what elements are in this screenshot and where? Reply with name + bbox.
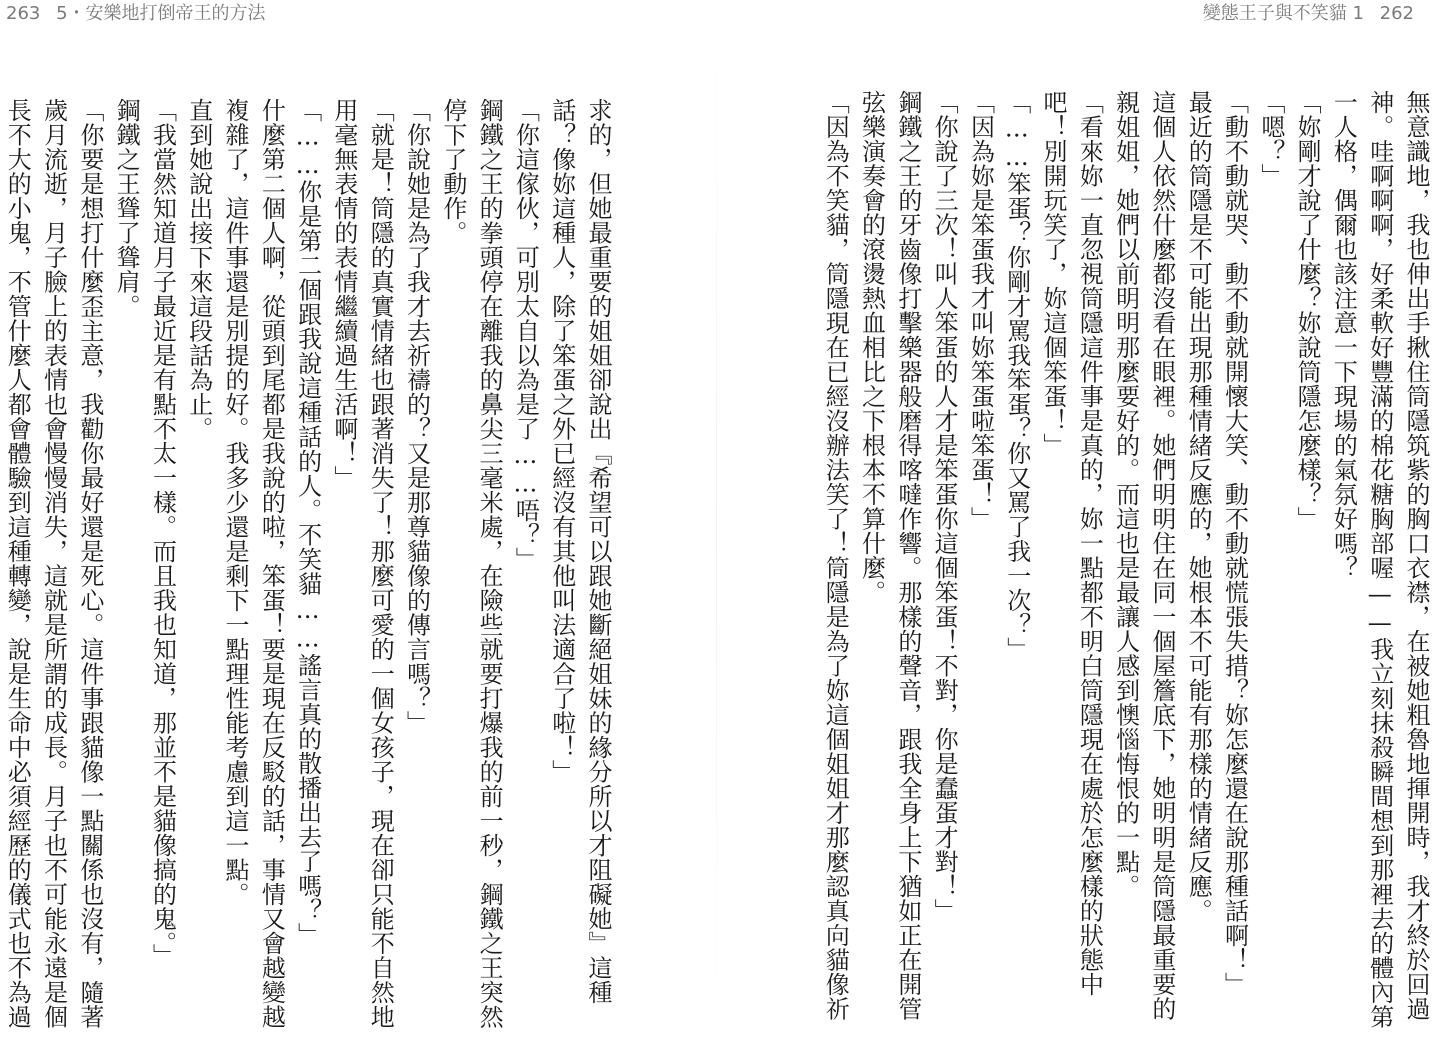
- left-page-header: [6, 2, 276, 26]
- paragraph: 求的，但她最重要的姐姐卻說出『希望可以跟她斷絕姐妹的緣分所以才阻礙她』這種話？像妳這種人，除了笨蛋之外已經沒有其他叫法適合了啦！」: [547, 98, 612, 1005]
- paragraph: 鋼鐵之王聳了聳肩。: [112, 98, 141, 319]
- right-page-header: [1203, 2, 1424, 26]
- paragraph: 「……笨蛋？你剛才罵我笨蛋？你又罵了我一次？」: [1002, 90, 1031, 662]
- page-gutter: [716, 0, 717, 1051]
- paragraph: 什麼第二個人啊，從頭到尾都是我說的啦，笨蛋！要是現在反駁的話，事情又會越變越複雜了，這件事還是別提的好。我多少還是剩下一點理性能考慮到這一點。: [221, 98, 286, 1029]
- paragraph: 無意識地，我也伸出手揪住筒隱筑紫的胸口衣襟，在被她粗魯地揮開時，我才終於回過神。哇啊啊啊，好柔軟好豐滿的棉花糖胸部喔——我立刻抹殺瞬間想到那裡去的體內第一人格，偶爾也該注意一下現場的氣氛好嗎？: [1329, 90, 1430, 1029]
- paragraph: 「你要是想打什麼歪主意，我勸你最好還是死心。這件事跟貓像一點關係也沒有，隨著歲月流逝，月子臉上的表情也會慢慢消失，這就是所謂的成長。月子也不可能永遠是個長不大的小鬼，不管什麼人都會體驗到這種轉變，說是生命中必須經歷的儀式也不為過: [3, 98, 104, 1029]
- paragraph: 鋼鐵之王的拳頭停在離我的鼻尖三毫米處，在險些就要打爆我的前一秒，鋼鐵之王突然停下了動作。: [438, 98, 504, 1029]
- left-page-number: 263: [6, 3, 41, 24]
- paragraph: 「動不動就哭、動不動就開懷大笑、動不動就慌張失措？妳怎麼還在說那種話啊！」: [1220, 90, 1249, 997]
- paragraph: 「我當然知道月子最近是有點不太一樣。而且我也知道，那並不是貓像搞的鬼。」: [148, 98, 177, 968]
- left-page-body: [0, 98, 616, 1048]
- paragraph: 「妳剛才說了什麼？妳說筒隱怎麼樣？」: [1293, 90, 1322, 531]
- paragraph: 鋼鐵之王的牙齒像打擊樂器般磨得喀噠作響。那樣的聲音，跟我全身上下猶如正在開管弦樂演奏會的滾燙熱血相比之下根本不算什麼。: [857, 90, 922, 1021]
- paragraph: 「因為不笑貓，筒隱現在已經沒辦法笑了！筒隱是為了妳這個姐姐才那麼認真向貓像祈: [821, 90, 850, 1021]
- paragraph: 「你說她是為了我才去祈禱的？又是那尊貓像的傳言嗎？」: [402, 98, 431, 735]
- right-page-body: [812, 90, 1432, 1045]
- right-book-title: 變態王子與不笑貓 1: [1202, 3, 1364, 24]
- paragraph: 「嗯？」: [1256, 90, 1285, 188]
- paragraph: 「你說了三次！叫人笨蛋的人才是笨蛋你這個笨蛋！不對，你是蠢蛋才對！」: [930, 90, 959, 923]
- paragraph: 「……你是第二個跟我說這種話的人。不笑貓……謠言真的散播出去了嗎？」: [293, 98, 322, 947]
- paragraph: 「看來妳一直忽視筒隱這件事是真的，妳一點都不明白筒隱現在處於怎麼樣的狀態中吧！別開玩笑了，妳這個笨蛋！」: [1039, 90, 1104, 997]
- right-page-number: 262: [1379, 3, 1414, 24]
- paragraph: 直到她說出接下來這段話為止。: [184, 98, 213, 441]
- paragraph: 「因為妳是笨蛋我才叫妳笨蛋啦笨蛋！」: [966, 90, 995, 531]
- paragraph: 「你這傢伙，可別太自以為是了……唔？」: [511, 98, 540, 572]
- paragraph: 這個人依然什麼都沒看在眼裡。她們明明住在同一個屋簷底下，她明明是筒隱最重要的親姐姐，她們以前明明那麼要好的。而這也是最讓人感到懊惱悔恨的一點。: [1111, 90, 1176, 1021]
- left-chapter-title: 5・安樂地打倒帝王的方法: [56, 3, 266, 24]
- paragraph: 「就是！筒隱的真實情緒也跟著消失了！那麼可愛的一個女孩子，現在卻只能不自然地用毫無表情的表情繼續過生活啊！」: [329, 98, 395, 1029]
- paragraph: 最近的筒隱是不可能出現那種情緒反應的，她根本不可能有那樣的情緒反應。: [1184, 90, 1213, 923]
